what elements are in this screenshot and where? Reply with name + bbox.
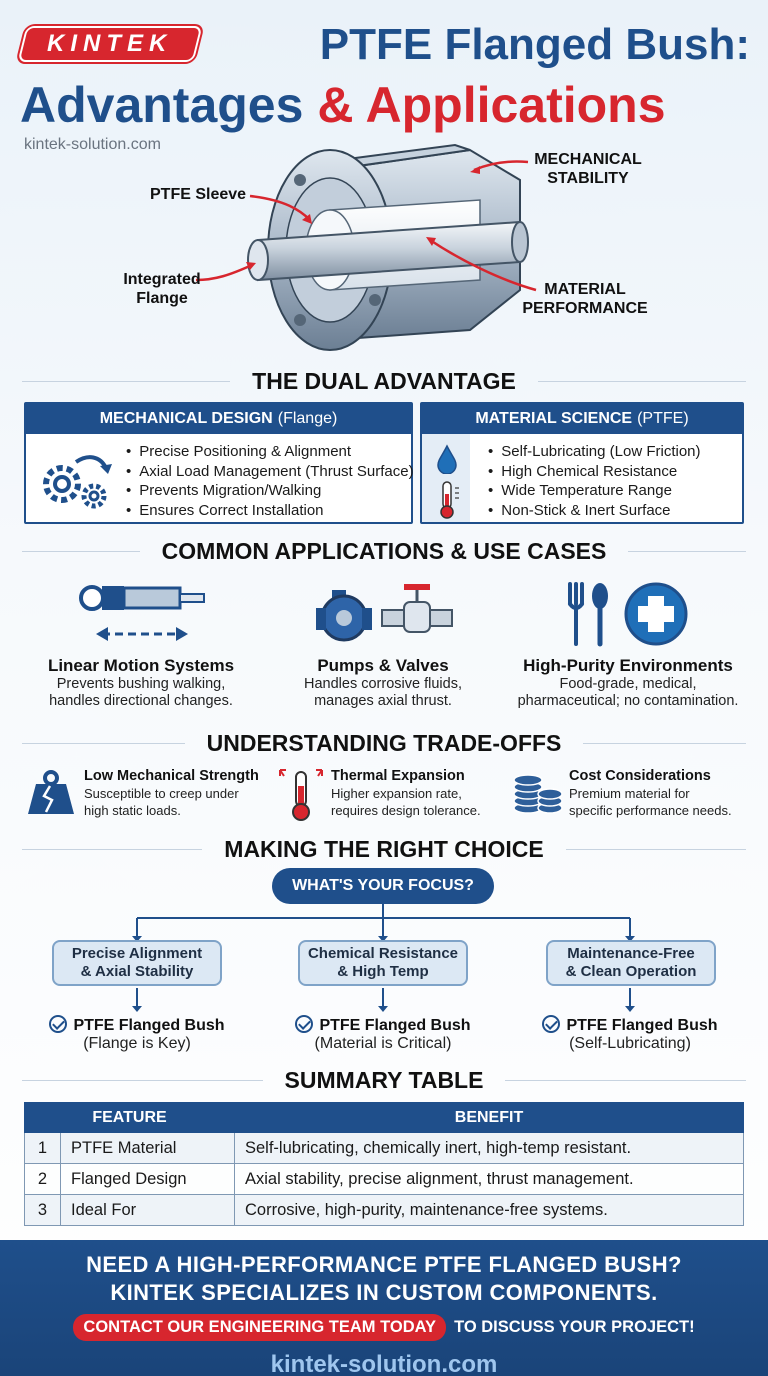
result-title: PTFE Flanged Bush: [566, 1017, 718, 1034]
pump-valve-icon: [258, 578, 508, 650]
list-item: • Wide Temperature Range: [488, 481, 701, 501]
panel-mechanical-subtitle: (Flange): [277, 410, 338, 427]
result-chemical: [283, 1015, 483, 1053]
contact-engineering-button[interactable]: CONTACT OUR ENGINEERING TEAM TODAY: [73, 1314, 446, 1341]
app-pumps-valves: [258, 578, 508, 710]
callout-integrated-flange: Integrated Flange: [123, 271, 201, 307]
section-dual-advantage: [0, 366, 768, 396]
app-high-purity: [500, 578, 756, 710]
list-item: • Self-Lubricating (Low Friction): [488, 442, 701, 462]
list-item: • Ensures Correct Installation: [126, 501, 414, 521]
website-header[interactable]: kintek-solution.com: [24, 136, 161, 153]
thermometer-icon: [434, 480, 464, 520]
footer-cta-row: [0, 1314, 768, 1341]
panel-mechanical-title: MECHANICAL DESIGN: [99, 410, 273, 427]
mechanical-list: [126, 442, 414, 520]
title-ampersand: &: [317, 77, 354, 133]
tradeoff-title: Low Mechanical Strength: [84, 768, 259, 784]
result-title: PTFE Flanged Bush: [73, 1017, 225, 1034]
col-feature: FEATURE: [25, 1103, 235, 1133]
food-medical-icon: [500, 578, 756, 650]
footer-line-1: NEED A HIGH-PERFORMANCE PTFE FLANGED BUSH?: [86, 1252, 682, 1277]
option-line: & Axial Stability: [80, 963, 194, 980]
result-note: (Flange is Key): [83, 1035, 191, 1052]
list-item: • Prevents Migration/Walking: [126, 481, 414, 501]
result-alignment: [37, 1015, 237, 1053]
footer-cta: [0, 1240, 768, 1376]
app-desc: manages axial thrust.: [314, 693, 452, 709]
material-list: [488, 442, 701, 520]
table-header-row: [25, 1103, 744, 1133]
footer-line-2: KINTEK SPECIALIZES IN CUSTOM COMPONENTS.: [110, 1280, 658, 1305]
callout-ptfe-sleeve: PTFE Sleeve: [150, 186, 247, 203]
tradeoff-desc: Premium material for: [569, 786, 690, 801]
check-circle-icon: [295, 1015, 313, 1033]
option-chemical[interactable]: [298, 940, 468, 986]
section-applications: [0, 536, 768, 566]
weight-crack-icon: [24, 770, 78, 816]
option-line: Precise Alignment: [71, 945, 203, 962]
list-item: • Non-Stick & Inert Surface: [488, 501, 701, 521]
row-benefit: Self-lubricating, chemically inert, high-temp resistant.: [235, 1133, 744, 1164]
app-title: Pumps & Valves: [317, 656, 449, 675]
app-title: Linear Motion Systems: [47, 656, 235, 675]
option-line: Maintenance-Free: [567, 945, 695, 962]
result-note: (Material is Critical): [314, 1035, 452, 1052]
row-number: 1: [25, 1133, 61, 1164]
tradeoff-cost: [569, 768, 759, 828]
result-note: (Self-Lubricating): [569, 1035, 691, 1052]
callout-material-performance: MATERIAL PERFORMANCE: [522, 281, 648, 317]
section-choice: [0, 834, 768, 864]
app-desc: Prevents bushing walking,: [56, 676, 226, 692]
row-number: 2: [25, 1164, 61, 1195]
heading-dual-advantage: THE DUAL ADVANTAGE: [252, 367, 516, 394]
col-benefit: BENEFIT: [235, 1103, 744, 1133]
heading-tradeoffs: UNDERSTANDING TRADE-OFFS: [206, 729, 562, 756]
app-linear-motion: [16, 578, 266, 710]
option-line: Chemical Resistance: [307, 945, 459, 962]
summary-table: [24, 1102, 744, 1226]
website-footer-link[interactable]: kintek-solution.com: [270, 1351, 498, 1376]
panel-material-title: MATERIAL SCIENCE: [475, 410, 633, 427]
result-maintenance: [530, 1015, 730, 1053]
tradeoff-desc: high static loads.: [84, 803, 181, 818]
title-advantages: Advantages: [20, 77, 304, 133]
title-applications: Applications: [365, 77, 666, 133]
tradeoff-strength: [84, 768, 274, 828]
row-number: 3: [25, 1195, 61, 1226]
tradeoff-desc: Higher expansion rate,: [331, 786, 462, 801]
kintek-logo: [18, 26, 203, 62]
heading-choice: MAKING THE RIGHT CHOICE: [224, 835, 544, 862]
row-feature: Flanged Design: [61, 1164, 235, 1195]
app-desc: Food-grade, medical,: [559, 676, 697, 692]
heading-applications: COMMON APPLICATIONS & USE CASES: [161, 537, 607, 564]
result-title: PTFE Flanged Bush: [319, 1017, 471, 1034]
focus-badge: WHAT'S YOUR FOCUS?: [272, 868, 494, 904]
droplet-icon: [434, 444, 460, 474]
panel-mechanical-header: [26, 404, 411, 434]
thermal-expansion-icon: [278, 766, 324, 824]
table-row: [25, 1164, 744, 1195]
check-circle-icon: [542, 1015, 560, 1033]
footer-cta-rest: TO DISCUSS YOUR PROJECT!: [454, 1318, 695, 1336]
linear-actuator-icon: [16, 578, 266, 650]
flanged-bush-illustration: [0, 140, 768, 370]
app-title: High-Purity Environments: [523, 656, 733, 675]
panel-mechanical-design: [24, 402, 413, 524]
table-row: [25, 1133, 744, 1164]
coins-icon: [512, 768, 564, 816]
logo-text: KINTEK: [47, 30, 173, 57]
list-item: • Precise Positioning & Alignment: [126, 442, 414, 462]
row-feature: PTFE Material: [61, 1133, 235, 1164]
heading-summary: SUMMARY TABLE: [284, 1066, 484, 1093]
option-line: & High Temp: [337, 963, 429, 980]
app-desc: Handles corrosive fluids,: [304, 676, 462, 692]
tradeoff-desc: specific performance needs.: [569, 803, 732, 818]
title-line-2: [20, 76, 748, 134]
option-maintenance[interactable]: [546, 940, 716, 986]
list-item: • High Chemical Resistance: [488, 462, 701, 482]
gears-icon: [36, 448, 118, 514]
tradeoff-title: Thermal Expansion: [331, 768, 465, 784]
table-row: [25, 1195, 744, 1226]
tradeoff-title: Cost Considerations: [569, 768, 711, 784]
panel-material-subtitle: (PTFE): [637, 410, 689, 427]
option-alignment[interactable]: [52, 940, 222, 986]
row-feature: Ideal For: [61, 1195, 235, 1226]
app-desc: pharmaceutical; no contamination.: [517, 693, 739, 709]
row-benefit: Corrosive, high-purity, maintenance-free systems.: [235, 1195, 744, 1226]
tradeoff-desc: requires design tolerance.: [331, 803, 481, 818]
tradeoff-desc: Susceptible to creep under: [84, 786, 239, 801]
hero-illustration: [0, 140, 768, 370]
section-tradeoffs: [0, 728, 768, 758]
app-desc: handles directional changes.: [49, 693, 233, 709]
check-circle-icon: [49, 1015, 67, 1033]
tradeoff-thermal: [331, 768, 511, 828]
row-benefit: Axial stability, precise alignment, thrust management.: [235, 1164, 744, 1195]
callout-mechanical-stability: MECHANICAL STABILITY: [534, 151, 642, 187]
section-summary: [0, 1065, 768, 1095]
list-item: • Axial Load Management (Thrust Surface): [126, 462, 414, 482]
option-line: & Clean Operation: [565, 963, 697, 980]
panel-material-science: [420, 402, 744, 524]
title-line-1: PTFE Flanged Bush:: [319, 20, 750, 69]
panel-material-header: [422, 404, 742, 434]
